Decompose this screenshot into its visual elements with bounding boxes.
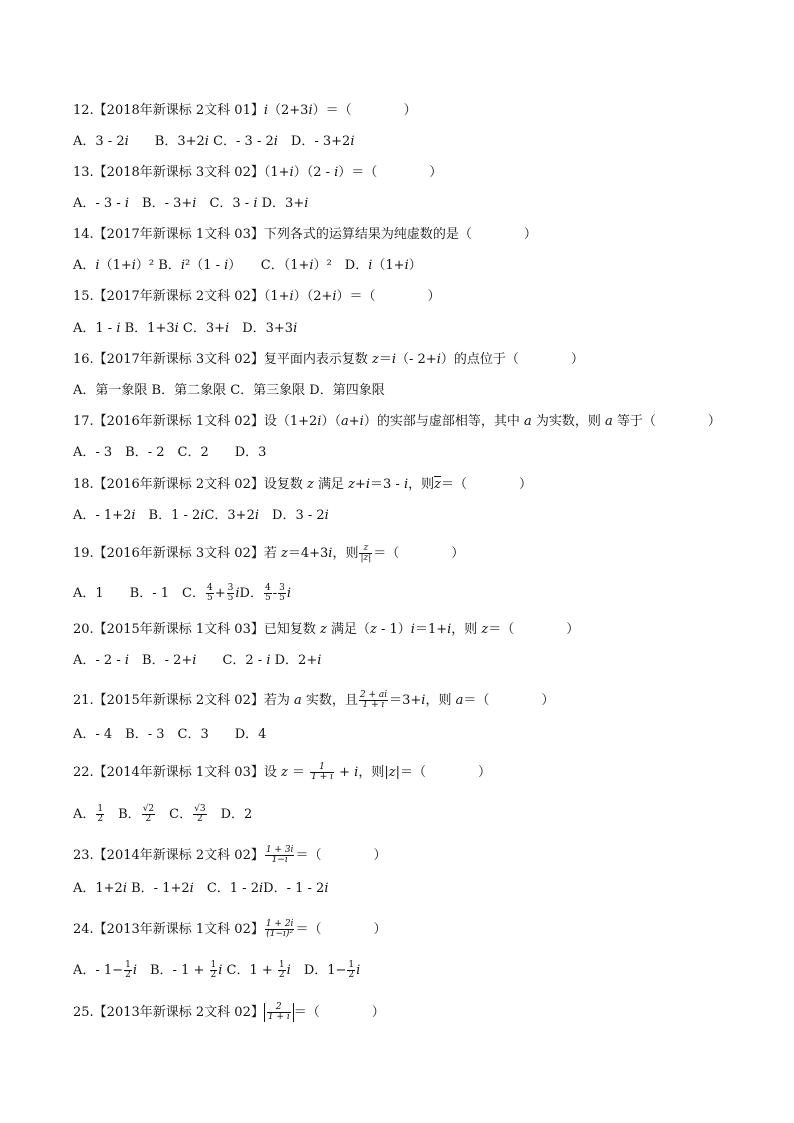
text-segment: + bbox=[334, 765, 355, 780]
text-segment: z bbox=[319, 622, 327, 637]
text-segment: 21.【2015年新课标 2文科 02】若为 bbox=[73, 693, 294, 708]
text-segment: i bbox=[132, 963, 137, 978]
text-segment: 5 bbox=[227, 593, 234, 603]
text-segment: i bbox=[235, 586, 240, 601]
text-segment: ） C．（1+ bbox=[228, 258, 310, 273]
text-segment: ＝ bbox=[287, 765, 310, 780]
text-segment: 2 bbox=[278, 970, 285, 980]
text-segment: ，则 bbox=[408, 477, 435, 492]
text-segment: ，则 bbox=[332, 546, 359, 561]
text-segment: 为实数，则 bbox=[531, 414, 605, 429]
text-segment: i bbox=[180, 258, 185, 273]
text-segment: C．2 - bbox=[196, 653, 267, 668]
text-segment: z bbox=[388, 765, 396, 780]
question-14 bbox=[73, 227, 537, 243]
text-segment: z bbox=[481, 622, 489, 637]
text-segment: i bbox=[404, 258, 409, 273]
text-segment: 13.【2018年新课标 3文科 02】 bbox=[73, 165, 264, 180]
text-segment: B．1+3 bbox=[120, 321, 175, 336]
text-segment: ，则 bbox=[451, 622, 482, 637]
text-segment: 1 bbox=[125, 960, 131, 970]
text-segment: i bbox=[328, 546, 333, 561]
text-segment: i bbox=[263, 103, 269, 118]
text-segment: z bbox=[371, 352, 379, 367]
text-segment: 16.【2017年新课标 3文科 02】复平面内表示复数 bbox=[73, 352, 372, 367]
question-16 bbox=[73, 352, 584, 368]
fraction bbox=[359, 691, 388, 710]
fraction bbox=[96, 805, 104, 824]
text-segment: i bbox=[334, 165, 339, 180]
text-segment: D．3+3 bbox=[229, 321, 294, 336]
fraction bbox=[310, 763, 334, 782]
text-segment: 1 bbox=[310, 763, 334, 773]
text-segment: 实数，且 bbox=[301, 693, 358, 708]
question-18 bbox=[73, 477, 532, 493]
text-segment: i bbox=[410, 622, 415, 637]
text-segment: 1 + i bbox=[362, 700, 385, 710]
text-segment: ＝ bbox=[378, 352, 392, 367]
text-segment: i bbox=[436, 352, 441, 367]
text-segment: A．- 3 B．- 2 C．2 D．3 bbox=[73, 445, 267, 460]
fraction bbox=[193, 805, 206, 824]
text-segment: 3 bbox=[227, 583, 234, 593]
text-segment: C．1 + bbox=[222, 963, 277, 978]
text-segment: 2 + ai bbox=[359, 690, 388, 700]
text-segment: - 1） bbox=[376, 622, 411, 637]
text-segment: z bbox=[280, 765, 288, 780]
text-segment: ＝（ ） bbox=[295, 922, 387, 937]
text-segment: i bbox=[95, 258, 100, 273]
question-23 bbox=[73, 846, 386, 865]
text-segment: A．1 B．- 1 C． bbox=[73, 586, 205, 601]
text-segment: 1−i bbox=[271, 855, 288, 865]
question-21-options bbox=[73, 727, 266, 743]
text-segment: i bbox=[308, 103, 313, 118]
text-segment: 4 bbox=[206, 583, 213, 593]
text-segment: ＝（ ） bbox=[295, 848, 387, 863]
text-segment: i bbox=[317, 653, 322, 668]
text-segment: A． bbox=[73, 258, 96, 273]
text-segment: a bbox=[293, 693, 302, 708]
text-segment: 5 bbox=[279, 593, 285, 603]
text-segment: A．1 - bbox=[73, 321, 117, 336]
text-segment: C．3+2 bbox=[204, 508, 255, 523]
text-segment: B．- 1 + bbox=[136, 963, 209, 978]
text-segment: a bbox=[455, 693, 464, 708]
text-segment: 18.【2016年新课标 2文科 02】设复数 bbox=[73, 477, 307, 492]
fraction bbox=[278, 584, 286, 603]
fraction bbox=[206, 584, 214, 603]
text-segment: B．- 2+ bbox=[129, 653, 193, 668]
text-segment: ＝3+ bbox=[389, 693, 422, 708]
text-segment: ）² D． bbox=[313, 258, 369, 273]
text-segment: ，则| bbox=[358, 765, 389, 780]
text-segment: C．3+ bbox=[178, 321, 226, 336]
text-segment: |＝（ ） bbox=[395, 765, 491, 780]
text-segment: D．- 1 - 2 bbox=[263, 881, 325, 896]
text-segment: 5 bbox=[264, 593, 271, 603]
fraction bbox=[142, 805, 155, 824]
text-segment: i bbox=[332, 289, 337, 304]
text-segment: + bbox=[354, 477, 366, 492]
text-segment: i bbox=[273, 134, 278, 149]
text-segment: i bbox=[304, 196, 309, 211]
text-segment: z bbox=[359, 544, 372, 554]
fraction bbox=[265, 920, 295, 939]
text-segment: C．- 3 - 2 bbox=[208, 134, 274, 149]
text-segment: z bbox=[369, 622, 377, 637]
text-segment: i bbox=[253, 196, 258, 211]
text-segment: i bbox=[289, 289, 294, 304]
text-segment: 1 bbox=[348, 960, 355, 970]
text-segment: z bbox=[306, 477, 314, 492]
question-19-options bbox=[73, 584, 291, 603]
text-segment: √3 bbox=[194, 804, 206, 814]
text-segment: i bbox=[131, 508, 136, 523]
text-segment: √2 bbox=[142, 804, 155, 814]
text-segment: 5 bbox=[206, 593, 213, 603]
text-segment: ＝（ ） bbox=[373, 546, 465, 561]
question-21 bbox=[73, 691, 554, 710]
text-segment: A．1+2 bbox=[73, 881, 123, 896]
text-segment: ）＝（ ） bbox=[312, 103, 417, 118]
text-segment: D．1− bbox=[290, 963, 347, 978]
text-segment: i bbox=[350, 134, 355, 149]
text-segment: ²（1 - bbox=[184, 258, 225, 273]
text-segment: i bbox=[224, 258, 229, 273]
text-segment: 1 + 2i bbox=[265, 919, 294, 929]
text-segment: 2 bbox=[125, 970, 131, 980]
text-segment: 14.【2017年新课标 1文科 03】下列各式的运算结果为纯虚数的是（ ） bbox=[73, 227, 537, 242]
text-segment: a bbox=[523, 414, 532, 429]
question-15-options bbox=[73, 321, 297, 337]
text-segment: D．- 3+2 bbox=[277, 134, 351, 149]
question-18-options bbox=[73, 508, 329, 524]
fraction bbox=[267, 1003, 291, 1022]
text-segment: 满足（ bbox=[326, 622, 370, 637]
text-segment: ）（2+ bbox=[293, 289, 333, 304]
text-segment: 15.【2017年新课标 2文科 02】 bbox=[73, 289, 264, 304]
text-segment: B． bbox=[105, 807, 141, 822]
text-segment: D．2 bbox=[207, 807, 253, 822]
text-segment: 2 bbox=[97, 814, 104, 824]
text-segment: C． bbox=[156, 807, 193, 822]
text-segment: ，则 bbox=[425, 693, 456, 708]
text-segment: i bbox=[204, 134, 209, 149]
text-segment: A．- 4 B．- 3 C．3 D．4 bbox=[73, 727, 267, 742]
text-segment: 2 bbox=[145, 814, 152, 824]
text-segment: i bbox=[356, 963, 361, 978]
text-segment: i bbox=[254, 508, 260, 523]
text-segment: ） bbox=[408, 258, 422, 273]
text-segment: i bbox=[359, 414, 364, 429]
question-20-options bbox=[73, 653, 321, 669]
text-segment: z bbox=[280, 546, 288, 561]
absolute-value bbox=[264, 1003, 294, 1022]
text-segment: ）的点位于（ ） bbox=[440, 352, 584, 367]
text-segment: B．1 - 2 bbox=[135, 508, 201, 523]
text-segment: 2 bbox=[196, 814, 203, 824]
text-segment: A．- 2 - bbox=[73, 653, 125, 668]
text-segment: D．2+ bbox=[270, 653, 318, 668]
fraction bbox=[347, 961, 355, 980]
text-segment: A．第一象限 B．第二象限 C．第三象限 D．第四象限 bbox=[73, 383, 385, 398]
text-segment: A．- 1− bbox=[73, 963, 124, 978]
question-22-options bbox=[73, 805, 252, 824]
fraction bbox=[210, 961, 218, 980]
question-16-options bbox=[73, 383, 385, 399]
text-segment: 23.【2014年新课标 2文科 02】 bbox=[73, 848, 264, 863]
text-segment: ）的实部与虚部相等，其中 bbox=[363, 414, 524, 429]
text-segment: 1 + i bbox=[267, 1012, 290, 1022]
question-20 bbox=[73, 622, 579, 638]
question-23-options bbox=[73, 881, 328, 897]
question-24 bbox=[73, 920, 386, 939]
text-segment: ＝1+ bbox=[414, 622, 448, 637]
text-segment: i bbox=[218, 963, 223, 978]
fraction bbox=[359, 544, 372, 563]
text-segment: z bbox=[348, 477, 355, 492]
text-segment: （1+ bbox=[372, 258, 405, 273]
fraction bbox=[264, 584, 272, 603]
text-segment: （1+ bbox=[263, 165, 290, 180]
text-segment: ＝（ ） bbox=[441, 477, 533, 492]
text-segment: 1 + i bbox=[311, 772, 333, 782]
text-segment: i bbox=[317, 414, 322, 429]
question-17 bbox=[73, 414, 721, 430]
text-segment: i bbox=[403, 477, 409, 492]
text-segment: ＝（ ） bbox=[488, 622, 580, 637]
text-segment: 等于（ ） bbox=[612, 414, 721, 429]
text-segment: D．3 - 2 bbox=[259, 508, 325, 523]
text-segment: a bbox=[604, 414, 613, 429]
text-segment: A． bbox=[73, 807, 96, 822]
question-12-options bbox=[73, 134, 354, 150]
text-segment: i bbox=[421, 693, 426, 708]
text-segment: 1 bbox=[210, 960, 217, 970]
text-segment: （2+3 bbox=[268, 103, 309, 118]
text-segment: i bbox=[258, 881, 264, 896]
text-segment: ＝（ ） bbox=[293, 1005, 385, 1020]
text-segment: + bbox=[348, 414, 360, 429]
text-segment: i bbox=[192, 196, 197, 211]
text-segment: ＝3 - bbox=[370, 477, 404, 492]
text-segment: 1 bbox=[97, 804, 104, 814]
text-segment: ）（ bbox=[321, 414, 341, 429]
question-13-options bbox=[73, 196, 308, 212]
text-segment: i bbox=[189, 881, 194, 896]
text-segment: 满足 bbox=[313, 477, 349, 492]
question-19 bbox=[73, 544, 464, 563]
text-segment: （1+ bbox=[263, 289, 290, 304]
question-24-options bbox=[73, 961, 360, 980]
text-segment: B．- 1+2 bbox=[127, 881, 190, 896]
fraction bbox=[124, 961, 132, 980]
text-segment: 12.【2018年新课标 2文科 01】 bbox=[73, 103, 264, 118]
text-segment: i bbox=[365, 477, 371, 492]
text-segment: 22.【2014年新课标 1文科 03】设 bbox=[73, 765, 281, 780]
question-25 bbox=[73, 1003, 385, 1022]
text-segment: i bbox=[293, 321, 298, 336]
text-segment: i bbox=[447, 622, 452, 637]
text-segment: A．- 3 - bbox=[73, 196, 125, 211]
text-segment: ）（2 - bbox=[293, 165, 335, 180]
text-segment: 2 bbox=[348, 970, 355, 980]
text-segment: ）＝（ ） bbox=[338, 165, 443, 180]
text-segment: i bbox=[391, 352, 397, 367]
text-segment: 25.【2013年新课标 2文科 02】 bbox=[73, 1005, 264, 1020]
text-segment: 2 bbox=[210, 970, 217, 980]
text-segment: 1 + 3i bbox=[265, 845, 294, 855]
text-segment: i bbox=[192, 653, 197, 668]
text-segment: （- 2+ bbox=[396, 352, 437, 367]
text-segment: i bbox=[286, 586, 291, 601]
text-segment: |z| bbox=[360, 553, 372, 563]
question-22 bbox=[73, 763, 491, 782]
question-12 bbox=[73, 103, 417, 119]
text-segment: i bbox=[225, 321, 230, 336]
text-segment: 4 bbox=[264, 583, 271, 593]
text-segment: - bbox=[272, 586, 278, 601]
text-segment: i bbox=[124, 134, 129, 149]
text-segment: i bbox=[289, 165, 294, 180]
text-segment: 1 bbox=[278, 960, 285, 970]
text-segment: i bbox=[309, 258, 314, 273]
fraction bbox=[227, 584, 235, 603]
text-segment: D． bbox=[239, 586, 263, 601]
text-segment: ）² B． bbox=[135, 258, 181, 273]
text-segment: i bbox=[266, 653, 271, 668]
text-segment: i bbox=[200, 508, 205, 523]
text-segment: 17.【2016年新课标 1文科 02】设（1+2 bbox=[73, 414, 318, 429]
text-segment: 19.【2016年新课标 3文科 02】若 bbox=[73, 546, 281, 561]
text-segment: i bbox=[324, 508, 329, 523]
text-segment: ）＝（ ） bbox=[336, 289, 441, 304]
text-segment: A．3 - 2 bbox=[73, 134, 125, 149]
text-segment: ＝（ ） bbox=[463, 693, 555, 708]
fraction bbox=[265, 846, 295, 865]
fraction bbox=[278, 961, 286, 980]
text-segment: 20.【2015年新课标 1文科 03】已知复数 bbox=[73, 622, 320, 637]
text-segment: i bbox=[286, 963, 291, 978]
z-conjugate: z bbox=[434, 477, 442, 492]
text-segment: 24.【2013年新课标 1文科 02】 bbox=[73, 922, 264, 937]
text-segment: C．1 - 2 bbox=[193, 881, 259, 896]
text-segment: i bbox=[368, 258, 373, 273]
text-segment: i bbox=[174, 321, 179, 336]
text-segment: 2 bbox=[267, 1003, 291, 1013]
text-segment: + bbox=[214, 586, 226, 601]
text-segment: i bbox=[122, 881, 127, 896]
text-segment: ＝4+3 bbox=[287, 546, 329, 561]
text-segment: i bbox=[354, 765, 359, 780]
question-15 bbox=[73, 289, 441, 305]
text-segment: i bbox=[131, 258, 136, 273]
question-13 bbox=[73, 165, 442, 181]
text-segment: （1+ bbox=[99, 258, 132, 273]
text-segment: i bbox=[324, 881, 329, 896]
text-segment: a bbox=[340, 414, 349, 429]
text-segment: B．- 3+ bbox=[129, 196, 193, 211]
text-segment: 3 bbox=[279, 583, 285, 593]
text-segment: i bbox=[116, 321, 121, 336]
text-segment: C．3 - bbox=[196, 196, 254, 211]
text-segment: D．3+ bbox=[257, 196, 305, 211]
text-segment: (1−i)² bbox=[266, 929, 294, 939]
text-segment: B．3+2 bbox=[128, 134, 205, 149]
question-17-options bbox=[73, 445, 266, 461]
text-segment: A．- 1+2 bbox=[73, 508, 132, 523]
question-14-options bbox=[73, 258, 422, 274]
text-segment: i bbox=[124, 653, 130, 668]
text-segment: i bbox=[124, 196, 130, 211]
